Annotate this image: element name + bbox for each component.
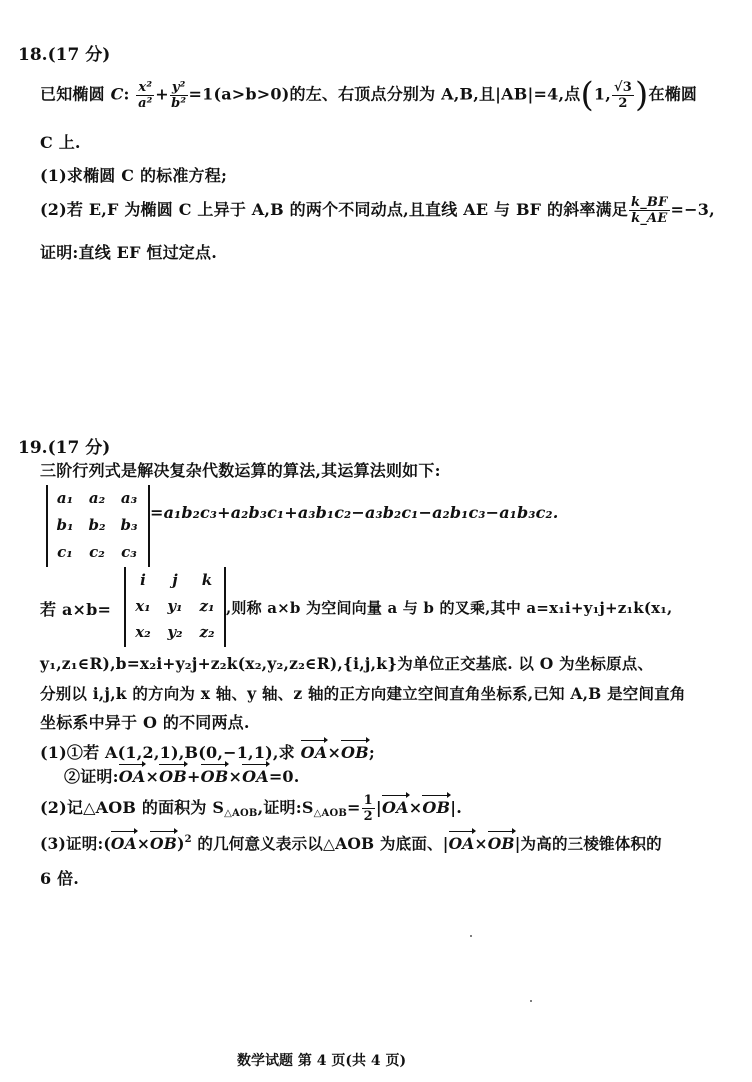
q18-part2-text: (2)若 E,F 为椭圆 C 上异于 A,B 的两个不同动点,且直线 AE 与 BF 的斜率满足 (40, 200, 629, 219)
q19-cross-definition: ,则称 a×b 为空间向量 a 与 b 的叉乘,其中 a=x₁i+y₁j+z₁k(x₁, (226, 599, 673, 617)
q19-part3-mid: 的几何意义表示以△AOB 为底面、| (191, 834, 449, 853)
vector-oa: OA (448, 834, 475, 853)
q19-part3-end: 6 倍. (40, 869, 80, 888)
q18-line-ellipse (40, 75, 698, 115)
det1-cell: b₂ (88, 516, 106, 534)
q19-part1-2 (64, 764, 300, 787)
q18-ellipse-name: C (110, 84, 124, 104)
vector-oa: OA (300, 743, 328, 762)
eq-sign: = (347, 798, 361, 817)
cross-sign: × (327, 743, 342, 762)
q19-line-points: 坐标系中异于 O 的不同两点. (40, 713, 250, 732)
q19-part1-2-lead: ②证明: (64, 767, 119, 786)
half-frac-num: 1 (363, 793, 373, 808)
det1-cell: c₃ (121, 543, 137, 561)
q19-cross-lead: 若 a×b= (40, 600, 112, 619)
cross-sign: × (145, 767, 160, 786)
det1-cell: a₁ (56, 489, 74, 507)
vector-oa: OA (381, 798, 409, 817)
det2-cell: x₁ (135, 597, 151, 615)
q19-line-basis-def: y₁,z₁∈R),b=x₂i+y₂j+z₂k(x₂,y₂,z₂∈R),{i,j,k}为单位正交基底. 以 O 为坐标原点、 (40, 654, 654, 673)
q19-part2-end: |. (450, 798, 462, 817)
q19-part1-1-lead: (1)①若 A(1,2,1),B(0,−1,1),求 (40, 743, 301, 762)
half-frac (362, 794, 375, 823)
q19-heading: 19.(17 分) (18, 438, 111, 458)
q19-part3-lead: (3)证明:( (40, 834, 111, 853)
det2-cell: k (201, 571, 213, 589)
q19-det-expansion: =a₁b₂c₃+a₂b₃c₁+a₃b₁c₂−a₃b₂c₁−a₂b₁c₃−a₁b₃c₂. (150, 503, 559, 522)
vector-ob: OB (487, 834, 515, 853)
square-sup: 2 (184, 834, 192, 845)
det2-cell: z₂ (199, 623, 215, 641)
q19-part1-1-end: ; (368, 743, 376, 762)
q19-part2-mid: ,证明:S (257, 798, 314, 817)
q18-frac-y-num: y² (171, 79, 186, 95)
q18-frac-y-den: b² (171, 95, 187, 111)
area-subscript: △AOB (313, 808, 348, 819)
half-frac-den: 2 (363, 809, 373, 824)
q19-intro: 三阶行列式是解决复杂代数运算的算法,其运算法则如下: (40, 461, 441, 480)
det2-cell: j (172, 571, 178, 589)
det2-cell: z₁ (199, 597, 215, 615)
vector-ob: OB (159, 767, 187, 786)
q18-frac-x-num: x² (138, 79, 153, 95)
vector-ob: OB (422, 798, 451, 817)
q18-left-paren: ( (580, 75, 594, 115)
det2-cell: y₁ (167, 597, 183, 615)
q18-line-ellipse-lead: 已知椭圆 (40, 84, 111, 104)
q18-colon: : (123, 84, 130, 104)
q19-part1-2-end: =0. (268, 767, 300, 786)
q18-frac-y (170, 81, 188, 110)
plus-sign: + (186, 767, 201, 786)
vector-ob: OB (200, 767, 229, 786)
det2-cell: x₂ (135, 623, 151, 641)
q18-plus: + (155, 84, 169, 104)
area-subscript: △AOB (224, 808, 258, 819)
vector-oa: OA (242, 767, 269, 786)
det2-cell: i (140, 571, 146, 589)
cross-sign: × (474, 834, 488, 853)
q18-slope-den: k_AE (631, 211, 668, 226)
det1-cell: c₁ (57, 543, 73, 561)
q18-part1: (1)求椭圆 C 的标准方程; (40, 166, 228, 185)
q18-prove: 证明:直线 EF 恒过定点. (40, 243, 217, 262)
q18-line-on-c: C 上. (40, 133, 81, 152)
scan-speck (530, 1000, 532, 1002)
cross-sign: × (408, 798, 423, 817)
q18-point-frac-num: √3 (614, 79, 633, 95)
q18-part2-tail: =−3, (670, 200, 715, 219)
q19-part2-lead: (2)记△AOB 的面积为 S (40, 798, 225, 817)
scan-speck (470, 935, 472, 937)
vector-ob: OB (150, 834, 178, 853)
abs-bar: | (375, 798, 382, 817)
q19-part1-1 (40, 740, 375, 763)
cross-sign: × (228, 767, 243, 786)
q19-line-axes: 分别以 i,j,k 的方向为 x 轴、y 轴、z 轴的正方向建立空间直角坐标系,已知 A,B 是空间直角 (40, 684, 686, 703)
q19-part3-tail: |为高的三棱锥体积的 (514, 834, 662, 853)
det1-cell: b₁ (56, 516, 74, 534)
q19-part3 (40, 832, 662, 854)
det1-cell: b₃ (120, 516, 138, 534)
q18-point-frac-den: 2 (618, 95, 628, 111)
q19-determinant-ijk (124, 567, 226, 647)
vector-ob: OB (341, 743, 369, 762)
q18-point-x: 1, (593, 84, 612, 104)
q18-slope-frac (629, 196, 670, 225)
cross-sign: × (136, 834, 151, 853)
vector-oa: OA (110, 834, 137, 853)
det1-cell: a₂ (88, 489, 106, 507)
det2-cell: y₂ (167, 623, 183, 641)
q19-determinant-abc (46, 485, 150, 567)
q18-frac-x-den: a² (138, 95, 153, 111)
vector-oa: OA (118, 767, 146, 786)
q18-point-frac (612, 81, 634, 110)
det1-cell: c₂ (89, 543, 105, 561)
q18-slope-num: k_BF (631, 195, 668, 210)
q18-part2 (40, 196, 715, 225)
q18-heading: 18.(17 分) (18, 45, 111, 65)
q18-frac-x (136, 81, 154, 110)
q19-part2 (40, 794, 462, 823)
q18-line-ellipse-tail: 在椭圆 (648, 84, 698, 104)
q18-right-paren: ) (635, 75, 649, 115)
page-footer: 数学试题 第 4 页(共 4 页) (237, 1053, 407, 1069)
close-paren: ) (177, 834, 185, 853)
q18-eq-text: =1(a>b>0)的左、右顶点分别为 A,B,且|AB|=4,点 (188, 84, 581, 104)
det1-cell: a₃ (120, 489, 138, 507)
